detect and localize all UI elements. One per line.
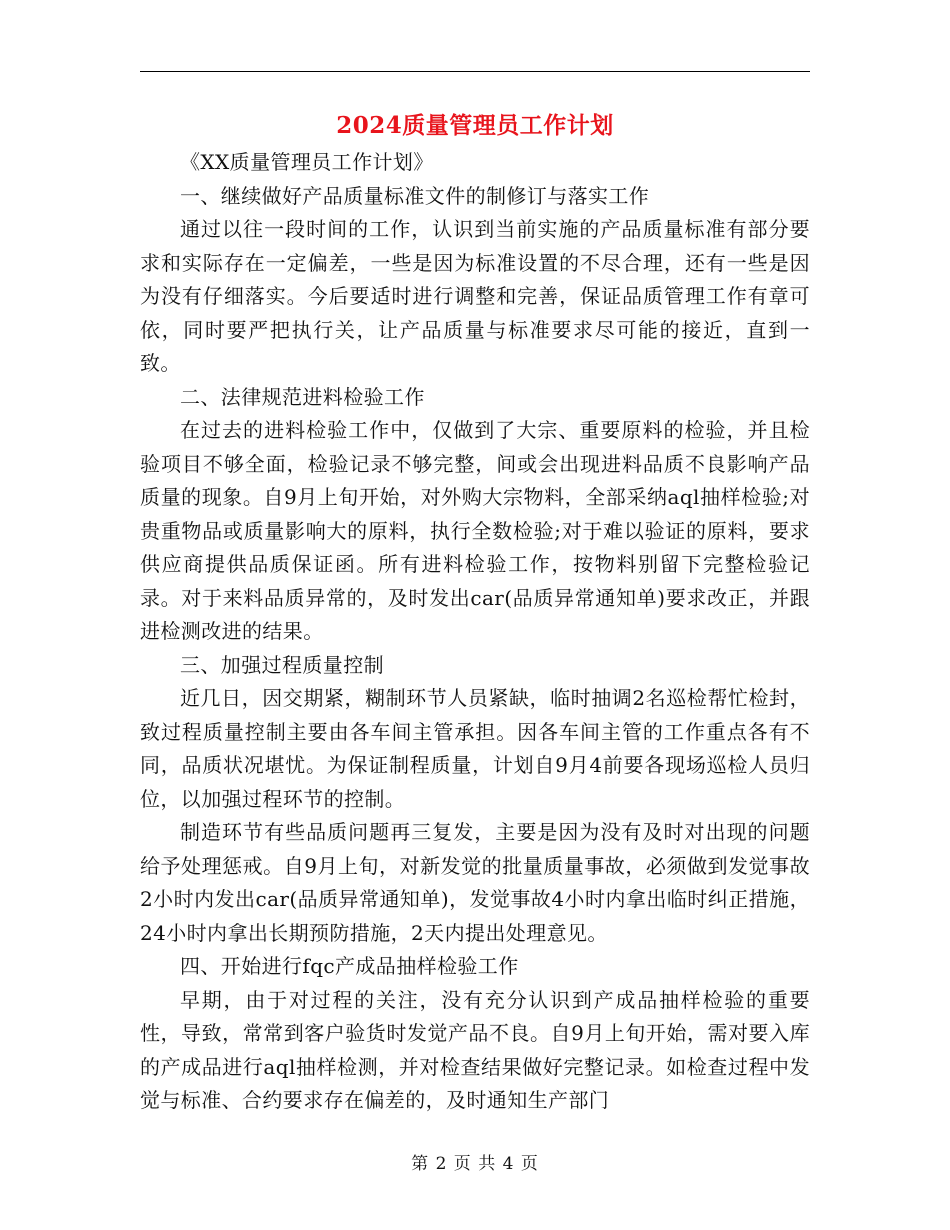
page-number-footer: 第 2 页 共 4 页 xyxy=(411,1154,539,1174)
heading-section-1: 一、继续做好产品质量标准文件的制修订与落实工作 xyxy=(180,183,650,208)
paragraph-section-3-b: 制造环节有些品质问题再三复发，主要是因为没有及时对出现的问题给予处理惩戒。自9月上旬，对新发觉的批量质量事故，必须做到发觉事故2小时内发出car(品质异常通知单)，发觉事故4小时内拿出临时纠正措施，24小时内拿出长期预防措施，2天内提出处理意见。 xyxy=(140,820,810,945)
document-body xyxy=(140,146,810,1118)
paragraph-doc-name: 《XX质量管理员工作计划》 xyxy=(180,150,434,174)
header-rule xyxy=(140,71,810,72)
paragraph-section-1: 通过以往一段时间的工作，认识到当前实施的产品质量标准有部分要求和实际存在一定偏差，一些是因为标准设置的不尽合理，还有一些是因为没有仔细落实。今后要适时进行调整和完善，保证品质管理工作有章可依，同时要严把执行关，让产品质量与标准要求尽可能的接近，直到一致。 xyxy=(140,217,810,375)
paragraph-section-2: 在过去的进料检验工作中，仅做到了大宗、重要原料的检验，并且检验项目不够全面，检验记录不够完整，间或会出现进料品质不良影响产品质量的现象。自9月上旬开始，对外购大宗物料，全部采纳aql抽样检验;对贵重物品或质量影响大的原料，执行全数检验;对于难以验证的原料，要求供应商提供品质保证函。所有进料检验工作，按物料别留下完整检验记录。对于来料品质异常的，及时发出car(品质异常通知单)要求改正，并跟进检测改进的结果。 xyxy=(140,418,810,643)
paragraph-section-3-a: 近几日，因交期紧，糊制环节人员紧缺，临时抽调2名巡检帮忙检封，致过程质量控制主要由各车间主管承担。因各车间主管的工作重点各有不同，品质状况堪忧。为保证制程质量，计划自9月4前要各现场巡检人员归位，以加强过程环节的控制。 xyxy=(140,686,810,811)
heading-section-3: 三、加强过程质量控制 xyxy=(180,652,384,677)
paragraph-section-4: 早期，由于对过程的关注，没有充分认识到产成品抽样检验的重要性，导致，常常到客户验货时发觉产品不良。自9月上旬开始，需对要入库的产成品进行aql抽样检测，并对检查结果做好完整记录。如检查过程中发觉与标准、合约要求存在偏差的，及时通知生产部门 xyxy=(140,987,810,1112)
heading-section-4: 四、开始进行fqc产成品抽样检验工作 xyxy=(180,954,519,978)
heading-section-2: 二、法律规范进料检验工作 xyxy=(180,384,425,409)
document-title: 2024质量管理员工作计划 xyxy=(336,112,614,139)
